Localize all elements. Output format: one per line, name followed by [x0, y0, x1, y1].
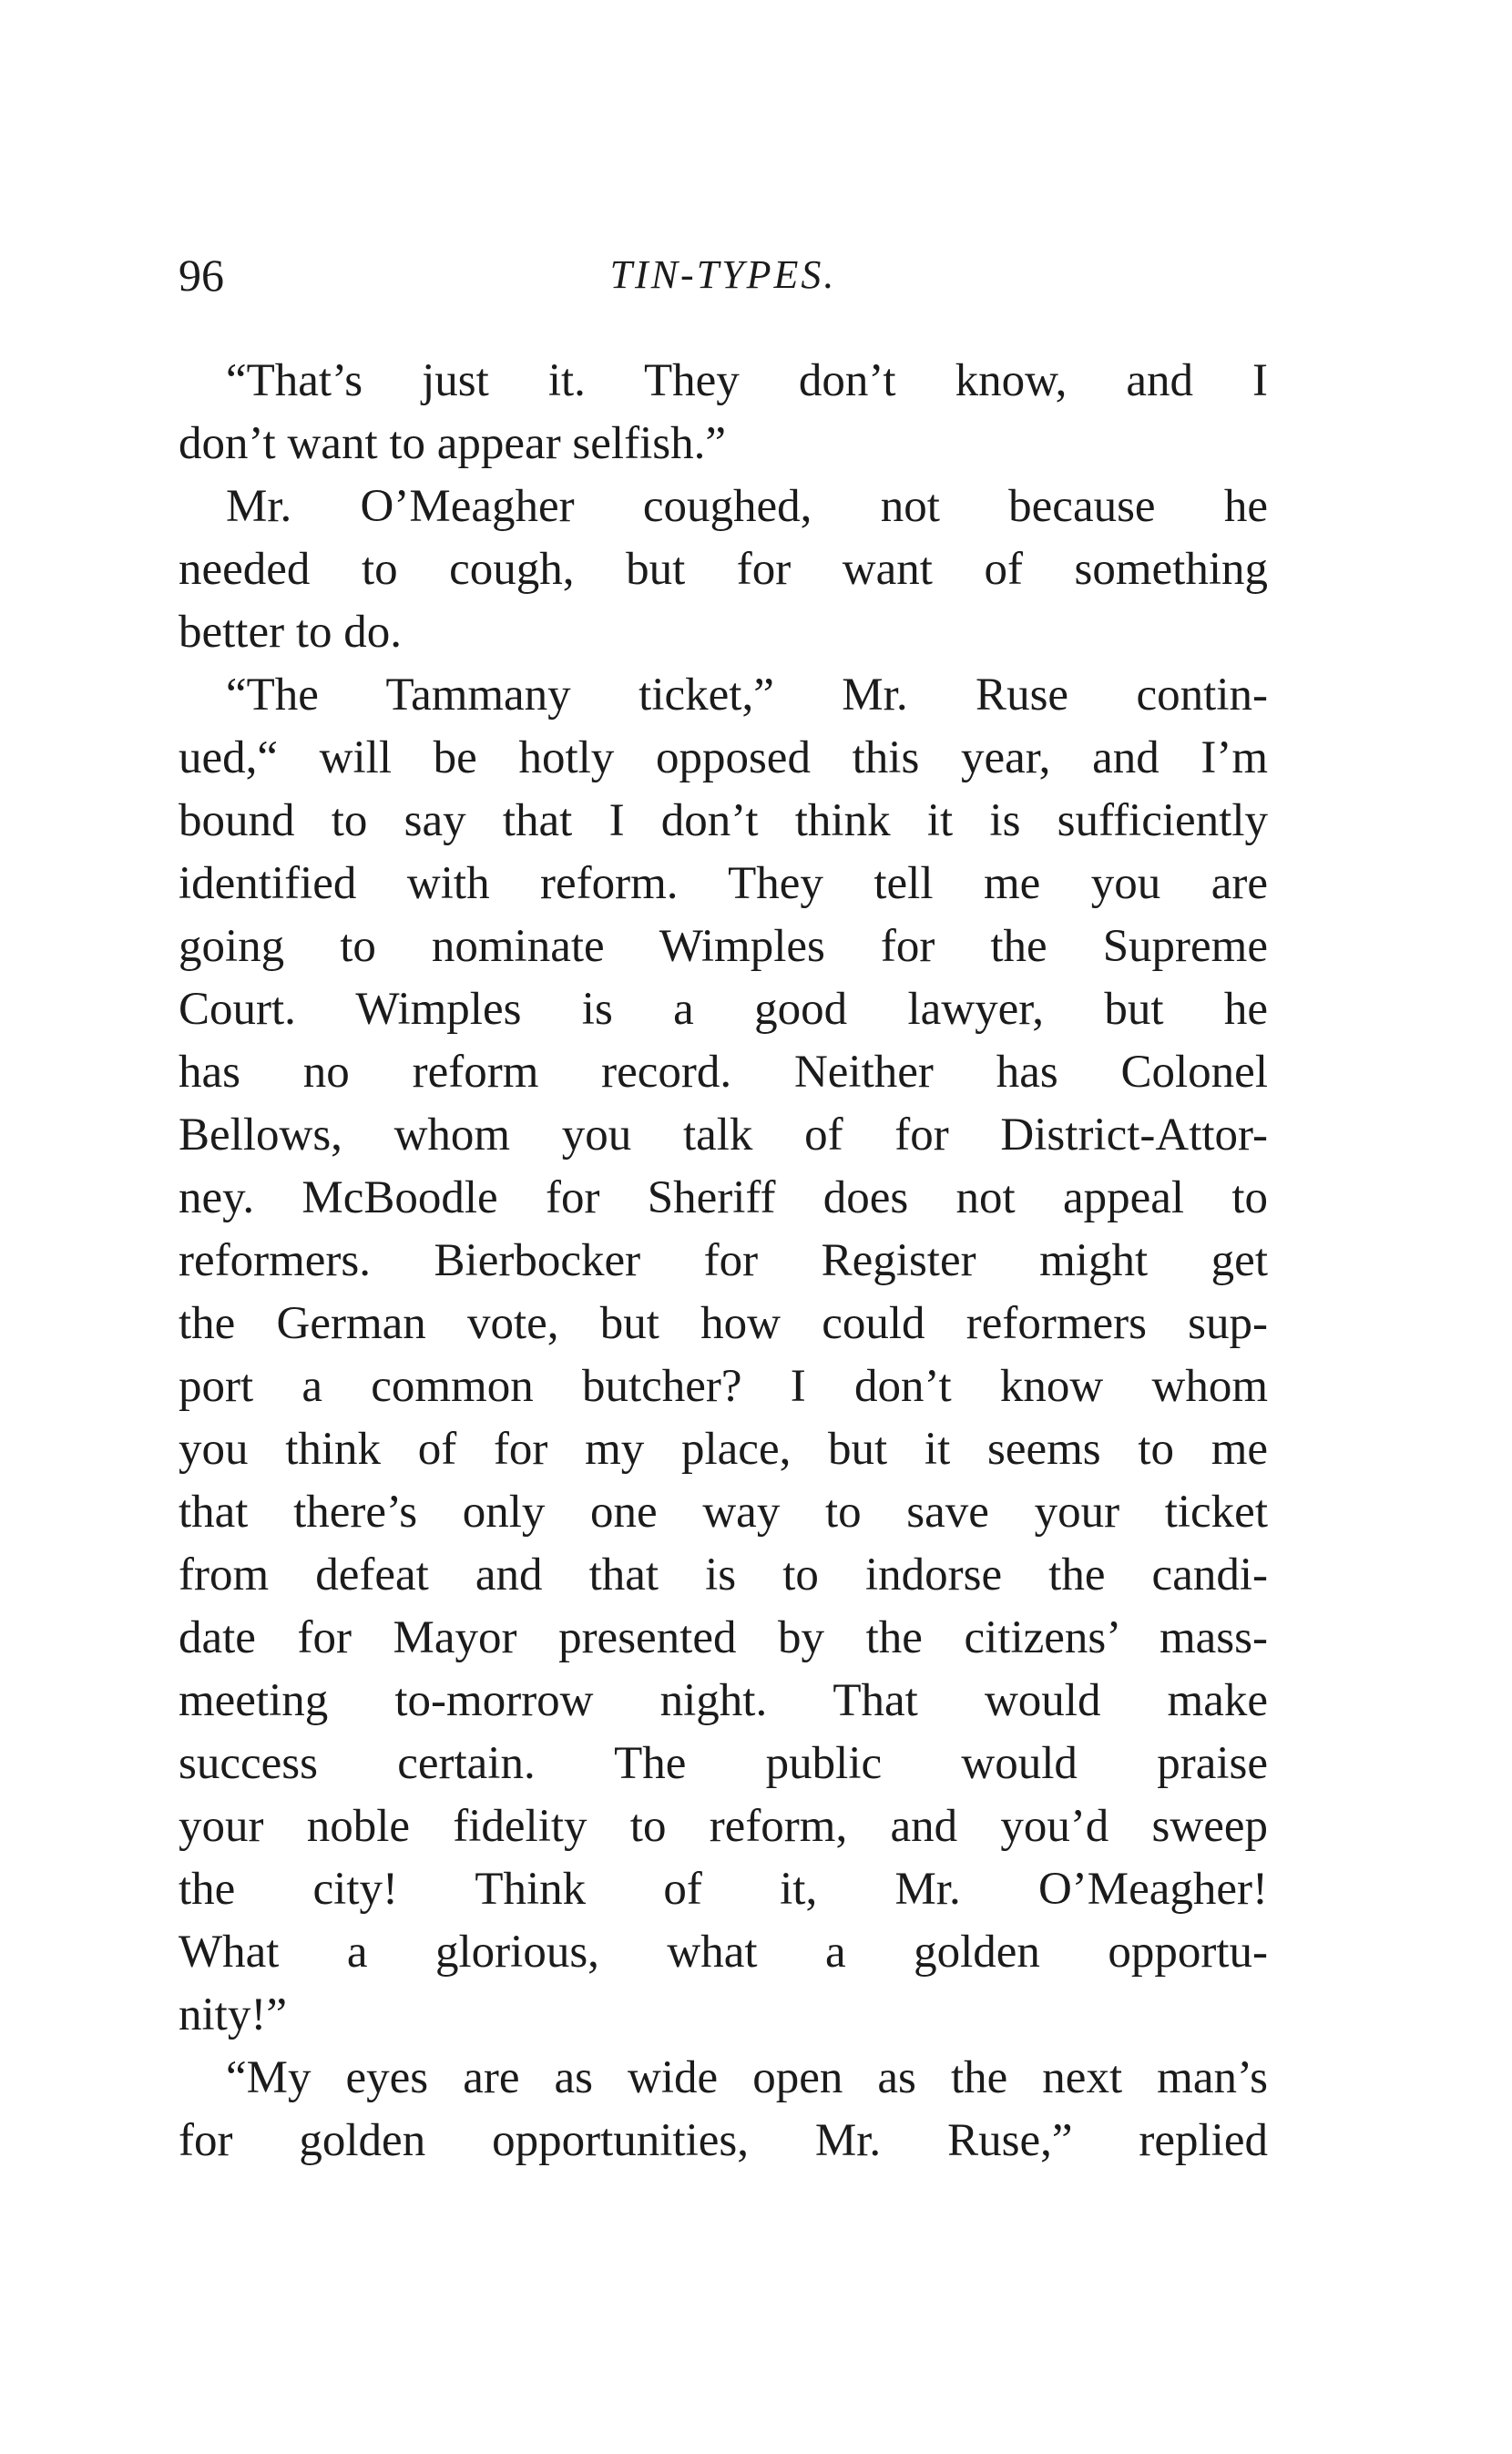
- text-line: needed to cough, but for want of something: [179, 544, 1268, 595]
- body-text: [179, 350, 1268, 2173]
- text-line: the German vote, but how could reformers sup-: [179, 1298, 1268, 1349]
- text-line: from defeat and that is to indorse the candi-: [179, 1549, 1268, 1600]
- text-line: port a common butcher? I don’t know whom: [179, 1361, 1268, 1412]
- text-line: meeting to-morrow night. That would make: [179, 1675, 1268, 1726]
- text-line: nity!”: [179, 1989, 287, 2040]
- text-line: “My eyes are as wide open as the next man’s: [226, 2052, 1268, 2103]
- text-line: “That’s just it. They don’t know, and I: [226, 355, 1268, 406]
- text-line: don’t want to appear selfish.”: [179, 418, 726, 469]
- text-line: for golden opportunities, Mr. Ruse,” replied: [179, 2115, 1268, 2166]
- text-line: success certain. The public would praise: [179, 1738, 1268, 1789]
- text-line: ued,“ will be hotly opposed this year, and I’m: [179, 732, 1268, 783]
- text-line: you think of for my place, but it seems to me: [179, 1424, 1268, 1475]
- text-line: What a glorious, what a golden opportu-: [179, 1927, 1268, 1978]
- text-line: Bellows, whom you talk of for District-Attor-: [179, 1109, 1268, 1161]
- text-line: date for Mayor presented by the citizens’ mass-: [179, 1612, 1268, 1663]
- text-line: better to do.: [179, 607, 403, 658]
- text-line: that there’s only one way to save your ticket: [179, 1487, 1268, 1538]
- text-line: bound to say that I don’t think it is sufficiently: [179, 795, 1268, 846]
- text-line: reformers. Bierbocker for Register might get: [179, 1235, 1268, 1286]
- text-line: ney. McBoodle for Sheriff does not appeal to: [179, 1172, 1268, 1223]
- running-head: [179, 248, 1268, 302]
- text-line: identified with reform. They tell me you are: [179, 858, 1268, 909]
- page-number: 96: [179, 250, 224, 301]
- text-line: Court. Wimples is a good lawyer, but he: [179, 984, 1268, 1035]
- text-line: the city! Think of it, Mr. O’Meagher!: [179, 1864, 1268, 1915]
- text-line: your noble fidelity to reform, and you’d sweep: [179, 1801, 1268, 1852]
- text-line: “The Tammany ticket,” Mr. Ruse contin-: [226, 670, 1268, 721]
- text-line: going to nominate Wimples for the Supreme: [179, 921, 1268, 972]
- running-title: TIN-TYPES.: [609, 252, 837, 297]
- text-line: Mr. O’Meagher coughed, not because he: [226, 481, 1268, 532]
- text-line: has no reform record. Neither has Colonel: [179, 1047, 1268, 1098]
